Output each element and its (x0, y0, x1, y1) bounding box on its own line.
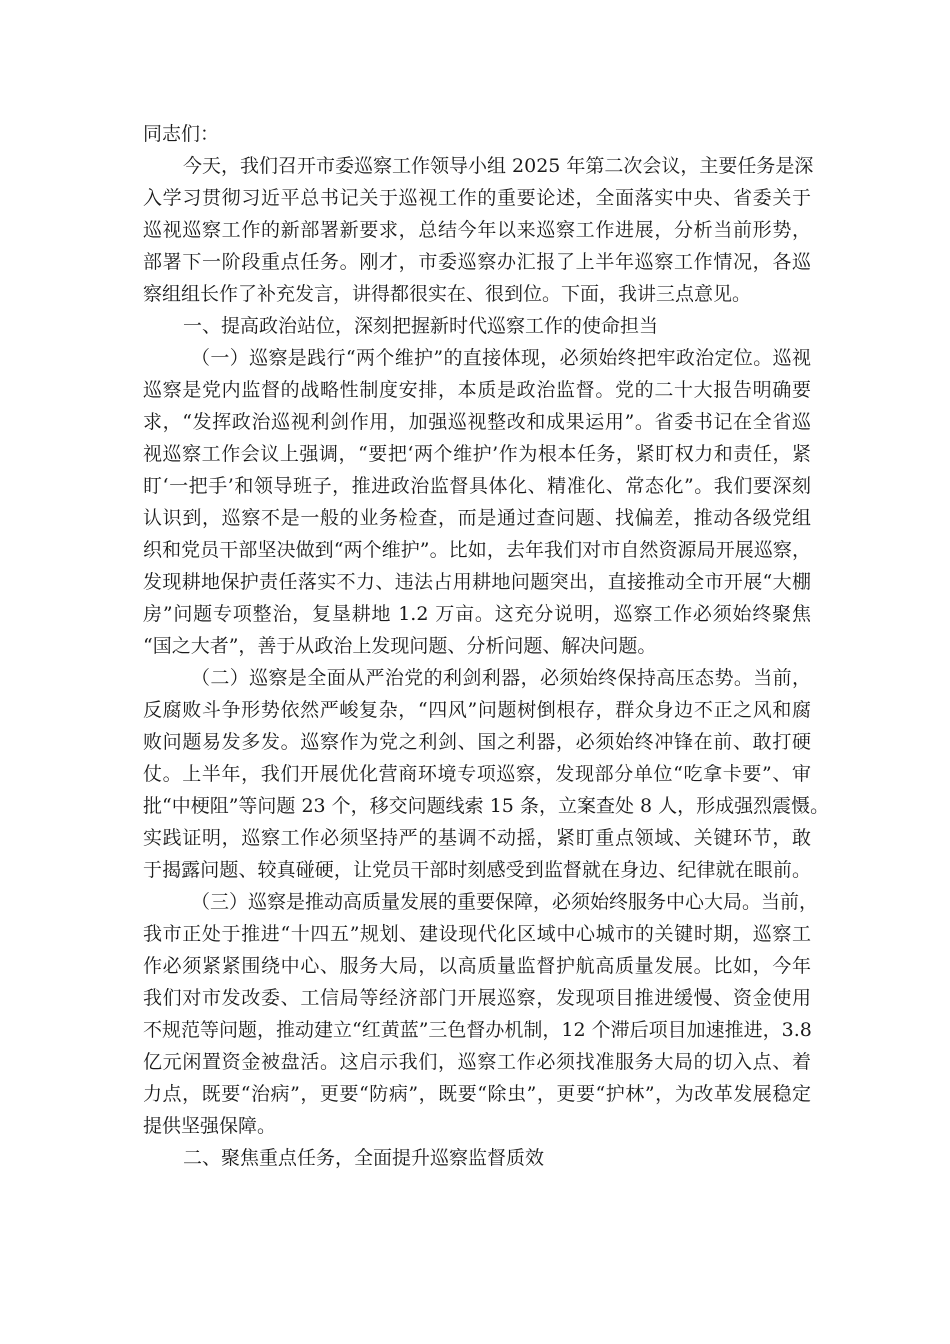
text-line: 作必须紧紧围绕中心、服务大局，以高质量监督护航高质量发展。比如，今年 (143, 955, 811, 977)
text-line: 察组组长作了补充发言，讲得都很实在、很到位。下面，我讲三点意见。 (143, 283, 752, 305)
text-line: 房”问题专项整治，复垦耕地 1.2 万亩。这充分说明，巡察工作必须始终聚焦 (143, 603, 811, 625)
text-line: 今天，我们召开市委巡察工作领导小组 2025 年第二次会议，主要任务是深 (183, 155, 814, 177)
text-line: 不规范等问题，推动建立“红黄蓝”三色督办机制，12 个滞后项目加速推进，3.8 (143, 1019, 812, 1041)
text-line: （三）巡察是推动高质量发展的重要保障，必须始终服务中心大局。当前， (191, 891, 819, 913)
text-line: 巡视巡察工作的新部署新要求，总结今年以来巡察工作进展，分析当前形势， (143, 219, 811, 241)
text-line: 部署下一阶段重点任务。刚才，市委巡察办汇报了上半年巡察工作情况，各巡 (143, 251, 811, 273)
text-line: 求，“发挥政治巡视利剑作用，加强巡视整改和成果运用”。省委书记在全省巡 (143, 411, 811, 433)
text-line: 反腐败斗争形势依然严峻复杂，“四风”问题树倒根存，群众身边不正之风和腐 (143, 699, 811, 721)
document-page (143, 118, 830, 1174)
text-line: 仗。上半年，我们开展优化营商环境专项巡察，发现部分单位“吃拿卡要”、审 (143, 763, 811, 785)
text-line: “国之大者”，善于从政治上发现问题、分析问题、解决问题。 (143, 635, 657, 657)
text-line: 视巡察工作会议上强调，“要把‘两个维护’作为根本任务，紧盯权力和责任，紧 (143, 443, 811, 465)
text-line: 发现耕地保护责任落实不力、违法占用耕地问题突出，直接推动全市开展“大棚 (143, 571, 811, 593)
paragraph-three (143, 886, 819, 1142)
intro-paragraph (143, 150, 814, 310)
text-line: 入学习贯彻习近平总书记关于巡视工作的重要论述，全面落实中央、省委关于 (143, 187, 811, 209)
text-line: 于揭露问题、较真碰硬，让党员干部时刻感受到监督就在身边、纪律就在眼前。 (143, 859, 811, 881)
text-line: 提供坚强保障。 (143, 1115, 277, 1137)
paragraph-two (143, 662, 830, 886)
text-line: 亿元闲置资金被盘活。这启示我们，巡察工作必须找准服务大局的切入点、着 (143, 1051, 811, 1073)
section-heading-2: 二、聚焦重点任务，全面提升巡察监督质效 (183, 1147, 545, 1169)
text-line: 力点，既要“治病”，更要“防病”，既要“除虫”，更要“护林”，为改革发展稳定 (143, 1083, 811, 1105)
text-line: 我市正处于推进“十四五”规划、建设现代化区域中心城市的关键时期，巡察工 (143, 923, 811, 945)
text-line: 败问题易发多发。巡察作为党之利剑、国之利器，必须始终冲锋在前、敢打硬 (143, 731, 811, 753)
greeting: 同志们： (143, 123, 220, 145)
paragraph-one (143, 342, 811, 662)
text-line: 认识到，巡察不是一般的业务检查，而是通过查问题、找偏差，推动各级党组 (143, 507, 811, 529)
text-line: 巡察是党内监督的战略性制度安排，本质是政治监督。党的二十大报告明确要 (143, 379, 811, 401)
text-line: 我们对市发改委、工信局等经济部门开展巡察，发现项目推进缓慢、资金使用 (143, 987, 811, 1009)
section-heading-1: 一、提高政治站位，深刻把握新时代巡察工作的使命担当 (183, 315, 659, 337)
text-line: （一）巡察是践行“两个维护”的直接体现，必须始终把牢政治定位。巡视 (191, 347, 811, 369)
text-line: 织和党员干部坚决做到“两个维护”。比如，去年我们对市自然资源局开展巡察， (143, 539, 811, 561)
text-line: 实践证明，巡察工作必须坚持严的基调不动摇，紧盯重点领域、关键环节，敢 (143, 827, 811, 849)
text-line: 批“中梗阻”等问题 23 个，移交问题线索 15 条，立案查处 8 人，形成强烈震慑。 (143, 795, 830, 817)
text-line: 盯‘一把手’和领导班子，推进政治监督具体化、精准化、常态化”。我们要深刻 (143, 475, 811, 497)
text-line: （二）巡察是全面从严治党的利剑利器，必须始终保持高压态势。当前， (191, 667, 811, 689)
